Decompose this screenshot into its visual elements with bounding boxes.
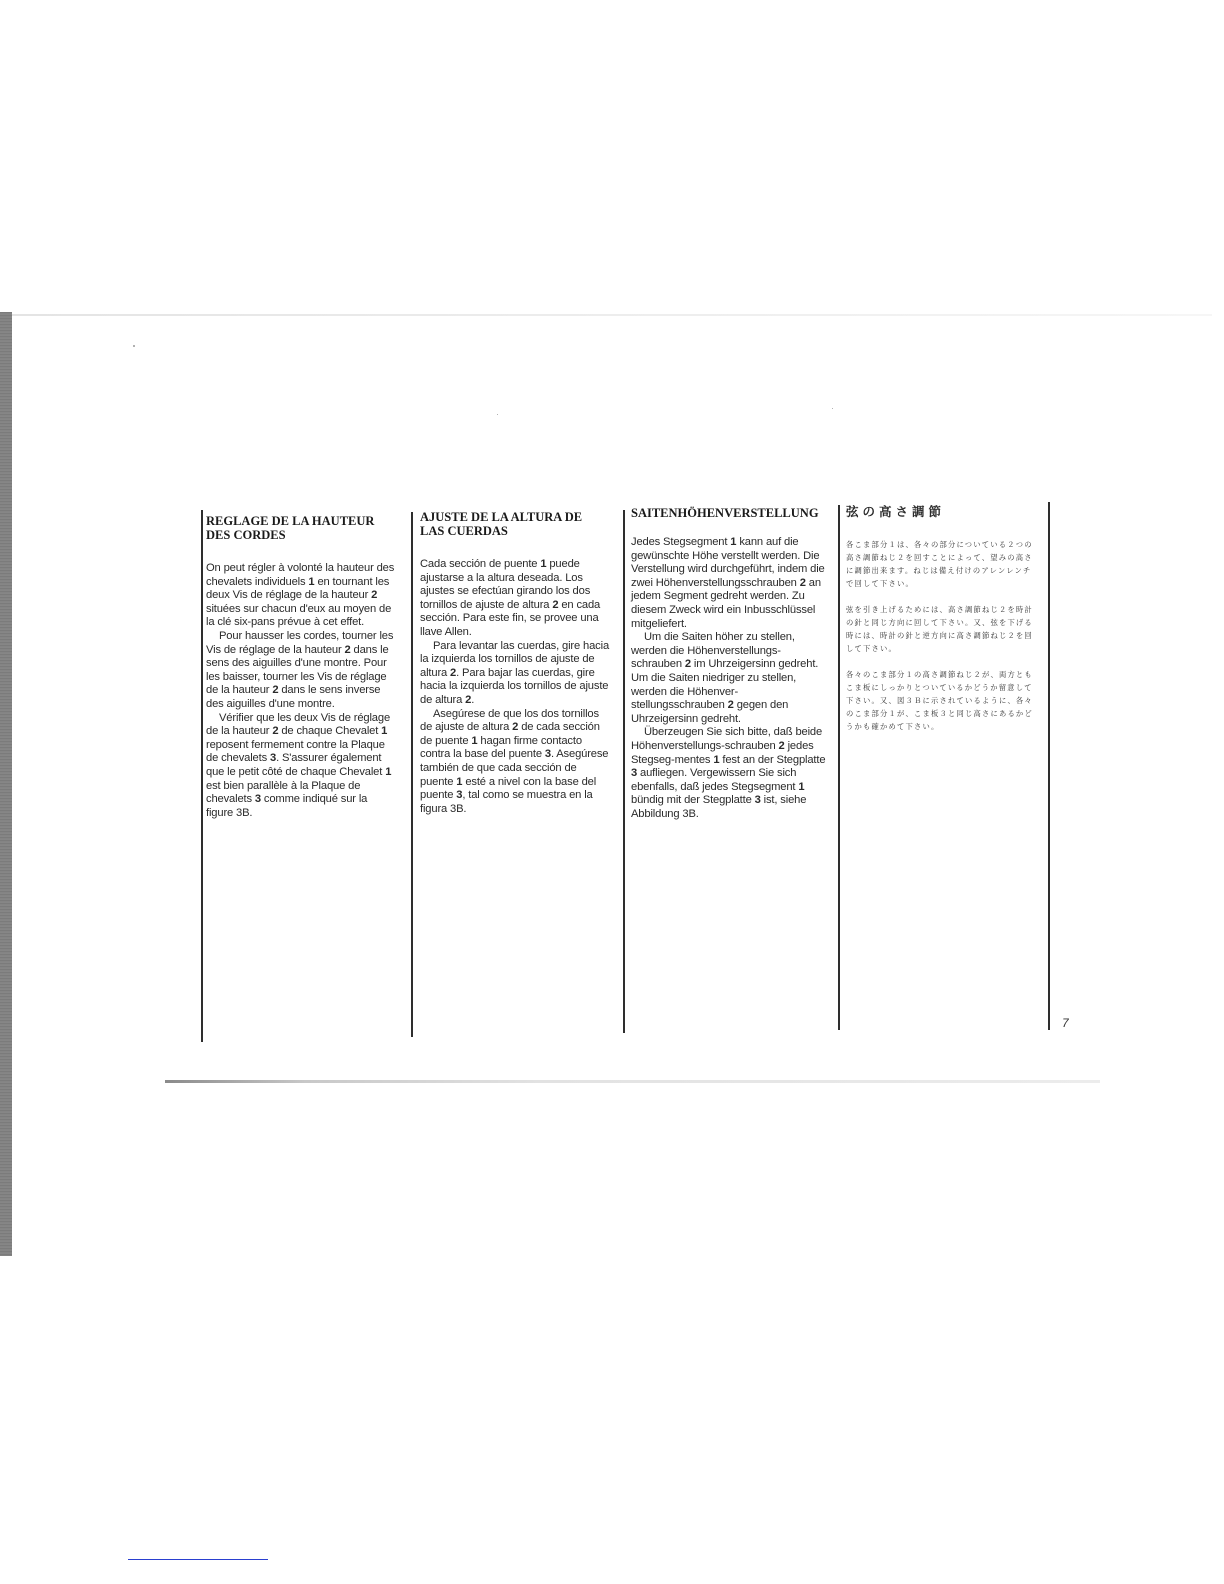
scan-speck (133, 345, 135, 347)
japanese-paragraph: 弦を引き上げるためには、高さ調節ねじ２を時計の針と同じ方向に回して下さい。又、弦を下げる時には、時計の針と逆方向に高さ調節ねじ２を回して下さい。 (846, 605, 1033, 653)
heading-german: SAITENHÖHENVERSTELLUNG (631, 506, 819, 520)
column-japanese (846, 502, 1034, 746)
heading-spanish: AJUSTE DE LA ALTURA DE LAS CUERDAS (420, 510, 583, 538)
page-number: 7 (1062, 1016, 1069, 1030)
de-paragraph: Um die Saiten höher zu stellen, werden die Höhenverstellungs-schrauben 2 im Uhrzeigersinn gedreht. Um die Saiten niedriger zu stellen, werden die Höhenver-stellungsschrauben 2 gegen den Uhrzeigersinn gedreht. (631, 631, 819, 725)
body-japanese (846, 538, 1034, 733)
bottom-link-underline (128, 1559, 268, 1560)
column-rule (201, 510, 203, 1042)
scan-speck (497, 414, 498, 415)
es-paragraph: Cada sección de puente 1 puede ajustarse a la altura deseada. Los ajustes se efectúan girando los dos tornillos de ajuste de altura 2 en cada sección. Para este fin, se provee una llave Allen. (420, 558, 601, 638)
column-german (631, 506, 826, 821)
fr-paragraph: On peut régler à volonté la hauteur des chevalets individuels 1 en tournant les deux Vis de réglage de la hauteur 2 situées sur chacun d'eux au moyen de la clé six-pans prévue à cet effet. (206, 562, 395, 629)
japanese-paragraph: 各こま部分１は、各々の部分についている２つの高さ調節ねじ２を回すことによって、望みの高さに調節出来ます。ねじは備え付けのアレンレンチで回して下さい。 (846, 540, 1033, 588)
fr-paragraph: Pour hausser les cordes, tourner les Vis de réglage de la hauteur 2 dans le sens des aiguilles d'une montre. Pour les baisser, tourner les Vis de réglage de la hauteur 2 dans le sens inverse des aiguilles d'une montre. (206, 629, 394, 710)
es-paragraph: Para levantar las cuerdas, gire hacia la izquierda los tornillos de ajuste de altura 2. Para bajar las cuerdas, gire hacia la izquierda los tornillos de ajuste de altura 2. (420, 639, 610, 706)
scan-edge (0, 312, 12, 1256)
page-bottom-rule (165, 1080, 1100, 1083)
body-french (206, 562, 396, 820)
scan-speck (832, 408, 833, 409)
column-french (206, 514, 396, 820)
column-rule (411, 512, 413, 1037)
column-rule (838, 505, 840, 1030)
heading-french: REGLAGE DE LA HAUTEUR DES CORDES (206, 514, 375, 542)
body-german (631, 536, 826, 821)
heading-japanese: 弦の高さ調節 (846, 504, 946, 519)
de-paragraph: Jedes Stegsegment 1 kann auf die gewünschte Höhe verstellt werden. Die Verstellung wird durchgeführt, indem die zwei Höhenverstellungsschrauben 2 an jedem Segment gedreht werden. Zu diesem Zweck wird ein Inbusschlüssel mitgeliefert. (631, 536, 825, 630)
es-paragraph: Asegúrese de que los dos tornillos de ajuste de altura 2 de cada sección de puente 1 hagan firme contacto contra la base del puente 3. Asegúrese también de que cada sección de puente 1 esté a nivel con la base del puente 3, tal como se muestra en la figura 3B. (420, 707, 609, 815)
de-paragraph: Überzeugen Sie sich bitte, daß beide Höhenverstellungs-schrauben 2 jedes Stegseg-mentes 1 fest an der Stegplatte 3 aufliegen. Vergewissern Sie sich ebenfalls, daß jedes Stegsegment 1 bündig mit der Stegplatte 3 ist, siehe Abbildung 3B. (631, 726, 826, 820)
column-rule (1048, 502, 1050, 1030)
scan-shadow (12, 314, 1212, 316)
body-spanish (420, 558, 610, 816)
fr-paragraph: Vérifier que les deux Vis de réglage de la hauteur 2 de chaque Chevalet 1 reposent fermement contre la Plaque de chevalets 3. S'assurer également que le petit côté de chaque Chevalet 1 est bien parallèle à la Plaque de chevalets 3 comme indiqué sur la figure 3B. (206, 711, 392, 819)
column-spanish (420, 510, 610, 816)
column-rule (623, 510, 625, 1033)
japanese-paragraph: 各々のこま部分１の高さ調節ねじ２が、両方ともこま板にしっかりとついているかどうか留意して下さい。又、図３Ｂに示されているように、各々のこま部分１が、こま板３と同じ高さにあるかどうかも確かめて下さい。 (846, 670, 1033, 731)
